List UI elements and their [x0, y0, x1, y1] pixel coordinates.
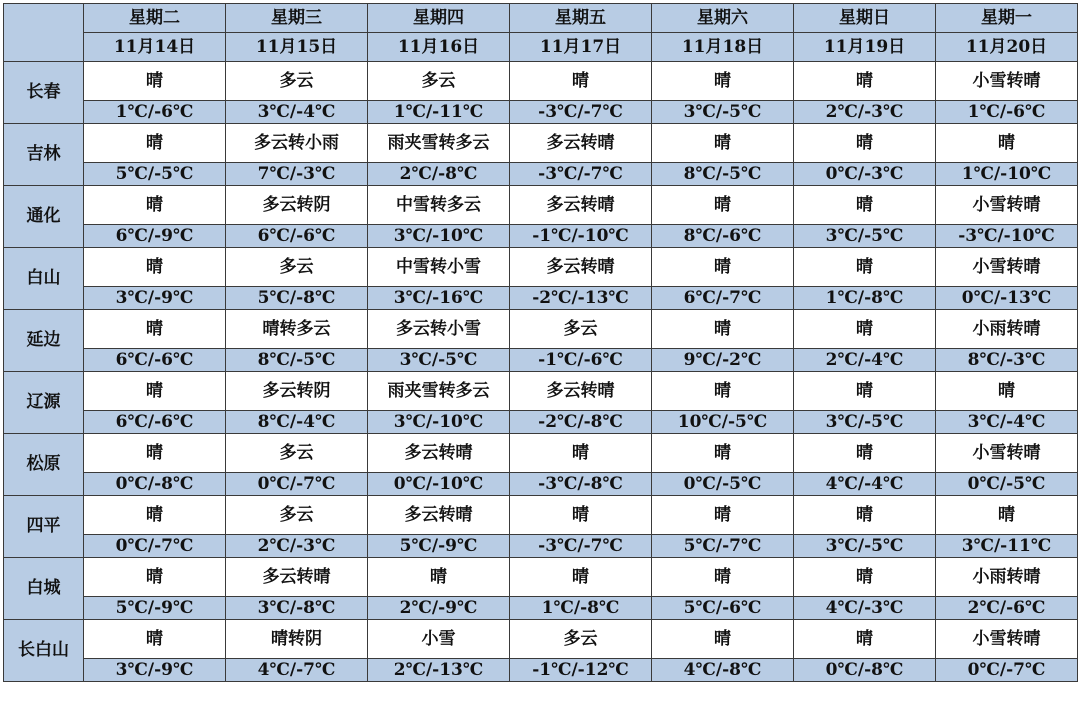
- temperature-range-cell: 1℃/-8℃: [510, 597, 652, 620]
- temperature-range-cell: 2℃/-8℃: [368, 163, 510, 186]
- weather-condition-cell: 晴: [84, 62, 226, 101]
- weather-condition-cell: 晴: [794, 248, 936, 287]
- weather-condition-cell: 多云: [510, 620, 652, 659]
- temperature-range-cell: 9℃/-2℃: [652, 349, 794, 372]
- weekday-header: 星期二: [84, 4, 226, 33]
- weather-condition-cell: 晴: [652, 186, 794, 225]
- weather-condition-cell: 晴: [84, 310, 226, 349]
- date-header: 11月19日: [794, 33, 936, 62]
- weather-condition-cell: 晴: [652, 124, 794, 163]
- weather-condition-cell: 晴: [84, 248, 226, 287]
- weather-condition-cell: 小雪转晴: [936, 248, 1078, 287]
- temperature-range-cell: -3℃/-7℃: [510, 101, 652, 124]
- temperature-range-cell: 4℃/-8℃: [652, 659, 794, 682]
- weather-condition-cell: 晴: [652, 372, 794, 411]
- temperature-row: [4, 287, 1078, 310]
- temperature-range-cell: 3℃/-11℃: [936, 535, 1078, 558]
- weather-condition-cell: 多云转晴: [368, 434, 510, 473]
- temperature-range-cell: 6℃/-6℃: [84, 349, 226, 372]
- temperature-range-cell: 3℃/-5℃: [794, 225, 936, 248]
- weekday-header: 星期六: [652, 4, 794, 33]
- weather-condition-cell: 晴: [652, 558, 794, 597]
- temperature-range-cell: 3℃/-4℃: [226, 101, 368, 124]
- weather-condition-cell: 晴: [510, 434, 652, 473]
- temperature-row: [4, 535, 1078, 558]
- weather-condition-cell: 晴: [84, 496, 226, 535]
- weather-condition-cell: 晴: [84, 372, 226, 411]
- temperature-range-cell: 1℃/-10℃: [936, 163, 1078, 186]
- temperature-range-cell: 6℃/-7℃: [652, 287, 794, 310]
- temperature-range-cell: 3℃/-10℃: [368, 411, 510, 434]
- temperature-range-cell: 3℃/-5℃: [652, 101, 794, 124]
- date-header: 11月16日: [368, 33, 510, 62]
- temperature-range-cell: 1℃/-6℃: [84, 101, 226, 124]
- weekday-header: 星期一: [936, 4, 1078, 33]
- temperature-range-cell: 8℃/-5℃: [226, 349, 368, 372]
- temperature-range-cell: -2℃/-8℃: [510, 411, 652, 434]
- weather-condition-cell: 小雨转晴: [936, 558, 1078, 597]
- weekday-header: 星期三: [226, 4, 368, 33]
- weather-condition-cell: 晴: [652, 496, 794, 535]
- weather-condition-cell: 晴: [794, 124, 936, 163]
- temperature-range-cell: 0℃/-13℃: [936, 287, 1078, 310]
- weather-condition-cell: 晴: [794, 620, 936, 659]
- weather-condition-cell: 晴: [794, 310, 936, 349]
- weather-row: [4, 124, 1078, 163]
- temperature-range-cell: 2℃/-4℃: [794, 349, 936, 372]
- temperature-range-cell: -3℃/-8℃: [510, 473, 652, 496]
- temperature-range-cell: 2℃/-3℃: [226, 535, 368, 558]
- weather-row: [4, 248, 1078, 287]
- temperature-range-cell: 0℃/-10℃: [368, 473, 510, 496]
- temperature-range-cell: 5℃/-6℃: [652, 597, 794, 620]
- weather-condition-cell: 中雪转小雪: [368, 248, 510, 287]
- temperature-row: [4, 473, 1078, 496]
- temperature-range-cell: 3℃/-5℃: [368, 349, 510, 372]
- temperature-range-cell: 0℃/-7℃: [936, 659, 1078, 682]
- temperature-range-cell: 8℃/-4℃: [226, 411, 368, 434]
- temperature-range-cell: 8℃/-3℃: [936, 349, 1078, 372]
- date-header: 11月20日: [936, 33, 1078, 62]
- weather-condition-cell: 晴转多云: [226, 310, 368, 349]
- weather-condition-cell: 中雪转多云: [368, 186, 510, 225]
- city-name: 吉林: [4, 124, 84, 186]
- weather-condition-cell: 多云: [226, 62, 368, 101]
- temperature-range-cell: -1℃/-10℃: [510, 225, 652, 248]
- city-name: 辽源: [4, 372, 84, 434]
- weather-condition-cell: 多云转小雪: [368, 310, 510, 349]
- weather-condition-cell: 小雨转晴: [936, 310, 1078, 349]
- temperature-range-cell: 4℃/-7℃: [226, 659, 368, 682]
- temperature-row: [4, 163, 1078, 186]
- weather-condition-cell: 多云: [368, 62, 510, 101]
- weather-condition-cell: 晴: [652, 310, 794, 349]
- temperature-range-cell: 3℃/-9℃: [84, 659, 226, 682]
- weather-condition-cell: 多云转晴: [510, 248, 652, 287]
- temperature-range-cell: 8℃/-5℃: [652, 163, 794, 186]
- temperature-range-cell: 3℃/-9℃: [84, 287, 226, 310]
- weather-condition-cell: 雨夹雪转多云: [368, 372, 510, 411]
- weather-condition-cell: 晴: [936, 496, 1078, 535]
- date-header: 11月14日: [84, 33, 226, 62]
- temperature-range-cell: 0℃/-8℃: [84, 473, 226, 496]
- weather-row: [4, 558, 1078, 597]
- weather-row: [4, 620, 1078, 659]
- weather-condition-cell: 晴: [652, 62, 794, 101]
- weather-condition-cell: 多云转晴: [510, 124, 652, 163]
- city-name: 长春: [4, 62, 84, 124]
- weather-condition-cell: 多云转阴: [226, 186, 368, 225]
- weather-row: [4, 310, 1078, 349]
- temperature-range-cell: 0℃/-5℃: [652, 473, 794, 496]
- weather-condition-cell: 晴: [84, 124, 226, 163]
- weather-condition-cell: 多云转晴: [510, 372, 652, 411]
- temperature-range-cell: 5℃/-9℃: [368, 535, 510, 558]
- weather-condition-cell: 晴: [794, 496, 936, 535]
- weather-condition-cell: 晴: [84, 558, 226, 597]
- weather-condition-cell: 多云转晴: [368, 496, 510, 535]
- weather-row: [4, 496, 1078, 535]
- temperature-range-cell: 3℃/-5℃: [794, 411, 936, 434]
- weather-condition-cell: 多云: [226, 434, 368, 473]
- temperature-range-cell: 0℃/-7℃: [226, 473, 368, 496]
- weather-condition-cell: 雨夹雪转多云: [368, 124, 510, 163]
- temperature-range-cell: 6℃/-6℃: [84, 411, 226, 434]
- temperature-range-cell: 5℃/-8℃: [226, 287, 368, 310]
- temperature-range-cell: 5℃/-9℃: [84, 597, 226, 620]
- temperature-range-cell: 2℃/-13℃: [368, 659, 510, 682]
- temperature-range-cell: 1℃/-11℃: [368, 101, 510, 124]
- temperature-range-cell: 4℃/-4℃: [794, 473, 936, 496]
- weekday-header: 星期五: [510, 4, 652, 33]
- date-header-row: [4, 33, 1078, 62]
- temperature-range-cell: -2℃/-13℃: [510, 287, 652, 310]
- temperature-range-cell: -1℃/-12℃: [510, 659, 652, 682]
- temperature-range-cell: -3℃/-10℃: [936, 225, 1078, 248]
- temperature-row: [4, 659, 1078, 682]
- temperature-range-cell: 3℃/-10℃: [368, 225, 510, 248]
- weekday-header: 星期日: [794, 4, 936, 33]
- weather-condition-cell: 小雪转晴: [936, 620, 1078, 659]
- temperature-range-cell: 2℃/-6℃: [936, 597, 1078, 620]
- weekday-header-row: [4, 4, 1078, 33]
- weather-condition-cell: 晴: [936, 124, 1078, 163]
- city-name: 通化: [4, 186, 84, 248]
- temperature-range-cell: 3℃/-16℃: [368, 287, 510, 310]
- temperature-range-cell: 3℃/-8℃: [226, 597, 368, 620]
- weather-condition-cell: 多云转晴: [226, 558, 368, 597]
- city-name: 长白山: [4, 620, 84, 682]
- weather-row: [4, 434, 1078, 473]
- temperature-range-cell: 0℃/-7℃: [84, 535, 226, 558]
- weather-condition-cell: 晴: [84, 434, 226, 473]
- temperature-row: [4, 349, 1078, 372]
- weekday-header: 星期四: [368, 4, 510, 33]
- temperature-range-cell: -3℃/-7℃: [510, 163, 652, 186]
- temperature-range-cell: 1℃/-8℃: [794, 287, 936, 310]
- weather-condition-cell: 晴: [510, 496, 652, 535]
- temperature-range-cell: 6℃/-6℃: [226, 225, 368, 248]
- weather-condition-cell: 小雪转晴: [936, 62, 1078, 101]
- temperature-range-cell: 8℃/-6℃: [652, 225, 794, 248]
- weather-condition-cell: 多云: [510, 310, 652, 349]
- weather-condition-cell: 多云转阴: [226, 372, 368, 411]
- weather-condition-cell: 多云转小雨: [226, 124, 368, 163]
- table-body: [4, 4, 1078, 682]
- weather-condition-cell: 多云: [226, 248, 368, 287]
- city-name: 白城: [4, 558, 84, 620]
- temperature-range-cell: 6℃/-9℃: [84, 225, 226, 248]
- temperature-range-cell: 1℃/-6℃: [936, 101, 1078, 124]
- date-header: 11月15日: [226, 33, 368, 62]
- weather-condition-cell: 小雪转晴: [936, 434, 1078, 473]
- weather-condition-cell: 晴: [794, 186, 936, 225]
- weather-row: [4, 186, 1078, 225]
- temperature-range-cell: -3℃/-7℃: [510, 535, 652, 558]
- temperature-range-cell: 10℃/-5℃: [652, 411, 794, 434]
- temperature-range-cell: 3℃/-4℃: [936, 411, 1078, 434]
- temperature-range-cell: 5℃/-5℃: [84, 163, 226, 186]
- weather-condition-cell: 晴: [794, 372, 936, 411]
- weather-forecast-table: [3, 3, 1078, 682]
- weather-condition-cell: 多云: [226, 496, 368, 535]
- weather-condition-cell: 晴: [794, 558, 936, 597]
- weather-condition-cell: 晴: [510, 558, 652, 597]
- weather-condition-cell: 晴转阴: [226, 620, 368, 659]
- temperature-range-cell: -1℃/-6℃: [510, 349, 652, 372]
- temperature-range-cell: 0℃/-5℃: [936, 473, 1078, 496]
- weather-row: [4, 372, 1078, 411]
- weather-condition-cell: 晴: [510, 62, 652, 101]
- weather-condition-cell: 晴: [794, 62, 936, 101]
- weather-condition-cell: 晴: [84, 186, 226, 225]
- weather-condition-cell: 小雪转晴: [936, 186, 1078, 225]
- temperature-range-cell: 5℃/-7℃: [652, 535, 794, 558]
- temperature-range-cell: 3℃/-5℃: [794, 535, 936, 558]
- weather-condition-cell: 晴: [652, 434, 794, 473]
- weather-condition-cell: 晴: [936, 372, 1078, 411]
- temperature-row: [4, 411, 1078, 434]
- city-name: 延边: [4, 310, 84, 372]
- weather-condition-cell: 多云转晴: [510, 186, 652, 225]
- temperature-range-cell: 2℃/-9℃: [368, 597, 510, 620]
- temperature-range-cell: 7℃/-3℃: [226, 163, 368, 186]
- city-name: 松原: [4, 434, 84, 496]
- weather-condition-cell: 晴: [368, 558, 510, 597]
- weather-condition-cell: 小雪: [368, 620, 510, 659]
- temperature-row: [4, 101, 1078, 124]
- weather-condition-cell: 晴: [652, 620, 794, 659]
- city-name: 白山: [4, 248, 84, 310]
- date-header: 11月17日: [510, 33, 652, 62]
- temperature-range-cell: 0℃/-8℃: [794, 659, 936, 682]
- temperature-range-cell: 0℃/-3℃: [794, 163, 936, 186]
- temperature-range-cell: 2℃/-3℃: [794, 101, 936, 124]
- weather-condition-cell: 晴: [794, 434, 936, 473]
- temperature-row: [4, 597, 1078, 620]
- weather-condition-cell: 晴: [84, 620, 226, 659]
- city-name: 四平: [4, 496, 84, 558]
- weather-condition-cell: 晴: [652, 248, 794, 287]
- temperature-range-cell: 4℃/-3℃: [794, 597, 936, 620]
- temperature-row: [4, 225, 1078, 248]
- weather-row: [4, 62, 1078, 101]
- date-header: 11月18日: [652, 33, 794, 62]
- corner-cell: [4, 4, 84, 62]
